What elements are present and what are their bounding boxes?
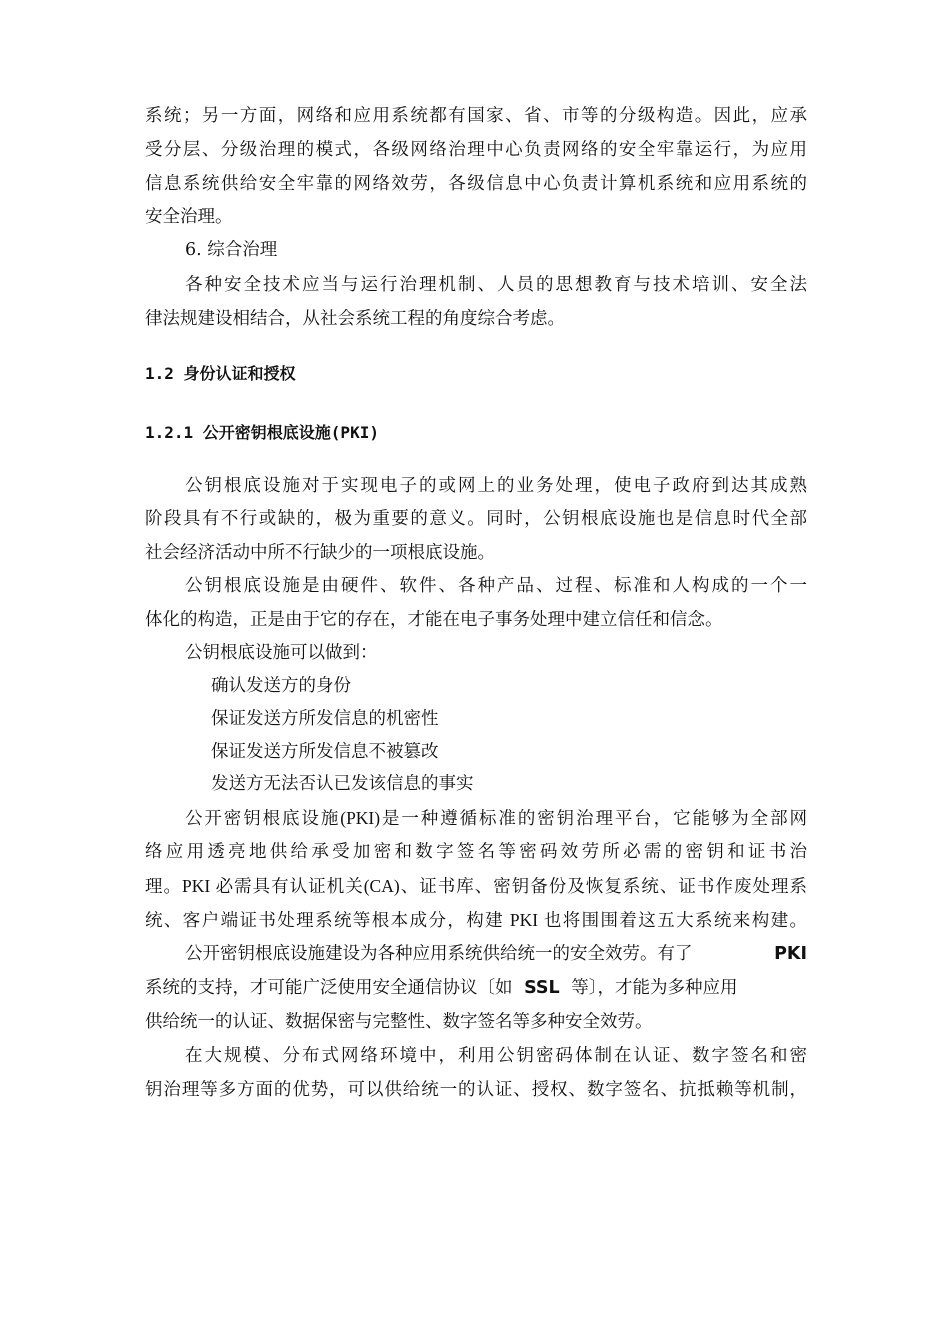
paragraph-text: 公开密钥根底设施建设为各种应用系统供给统一的安全效劳。有了 <box>185 944 693 964</box>
list-item: 保证发送方所发信息不被篡改 <box>211 742 439 762</box>
paragraph-line: 公开密钥根底设施(PKI)是一种遵循标准的密钥治理平台，它能够为全部网 <box>185 808 807 828</box>
paragraph-line: 信息系统供给安全牢靠的网络效劳，各级信息中心负责计算机系统和应用系统的 <box>145 174 807 194</box>
paragraph-line: 社会经济活动中所不行缺少的一项根底设施。 <box>145 543 495 563</box>
paragraph-line: 公钥根底设施可以做到： <box>185 643 378 663</box>
paragraph-line: 公钥根底设施对于实现电子的或网上的业务处理，使电子政府到达其成熟 <box>185 476 807 496</box>
list-item: 确认发送方的身份 <box>211 676 351 696</box>
paragraph-line: 供给统一的认证、数据保密与完整性、数字签名等多种安全效劳。 <box>145 1012 653 1032</box>
paragraph-line: 系统；另一方面，网络和应用系统都有国家、省、市等的分级构造。因此，应承 <box>145 106 807 126</box>
paragraph-line: 受分层、分级治理的模式，各级网络治理中心负责网络的安全牢靠运行，为应用 <box>145 140 807 160</box>
paragraph-text: 系统的支持，才可能广泛使用安全通信协议〔如 <box>145 978 513 998</box>
acronym-ssl: SSL <box>524 978 560 998</box>
paragraph-line: 公钥根底设施是由硬件、软件、各种产品、过程、标准和人构成的一个一 <box>185 576 807 596</box>
paragraph-line <box>185 942 807 966</box>
list-item: 发送方无法否认已发该信息的事实 <box>211 774 474 794</box>
paragraph-line: 各种安全技术应当与运行治理机制、人员的思想教育与技术培训、安全法 <box>185 275 807 295</box>
paragraph-line: 律法规建设相结合，从社会系统工程的角度综合考虑。 <box>145 309 565 329</box>
paragraph-line: 安全治理。 <box>145 207 233 227</box>
paragraph-line: 在大规模、分布式网络环境中，利用公钥密码体制在认证、数字签名和密 <box>185 1046 807 1066</box>
acronym-pki: PKI <box>774 944 807 964</box>
list-item: 保证发送方所发信息的机密性 <box>211 709 439 729</box>
paragraph-line: 统、客户端证书处理系统等根本成分，构建 PKI 也将围围着这五大系统来构建。 <box>145 910 807 930</box>
paragraph-line: 络应用透亮地供给承受加密和数字签名等密码效劳所必需的密钥和证书治 <box>145 842 807 862</box>
paragraph-line: 理。PKI 必需具有认证机关(CA)、证书库、密钥备份及恢复系统、证书作废处理系 <box>145 876 807 896</box>
paragraph-text: 等〕，才能为多种应用 <box>571 978 738 998</box>
paragraph-line: 体化的构造，正是由于它的存在，才能在电子事务处理中建立信任和信念。 <box>145 610 723 630</box>
paragraph-line: 钥治理等多方面的优势，可以供给统一的认证、授权、数字签名、抗抵赖等机制， <box>145 1080 807 1100</box>
section-item-title: 6. 综合治理 <box>185 240 278 260</box>
subsection-heading: 1.2.1 公开密钥根底设施(PKI) <box>145 423 379 442</box>
paragraph-line: 阶段具有不行或缺的，极为重要的意义。同时，公钥根底设施也是信息时代全部 <box>145 509 807 529</box>
section-heading: 1.2 身份认证和授权 <box>145 364 296 383</box>
paragraph-line <box>145 976 807 1000</box>
